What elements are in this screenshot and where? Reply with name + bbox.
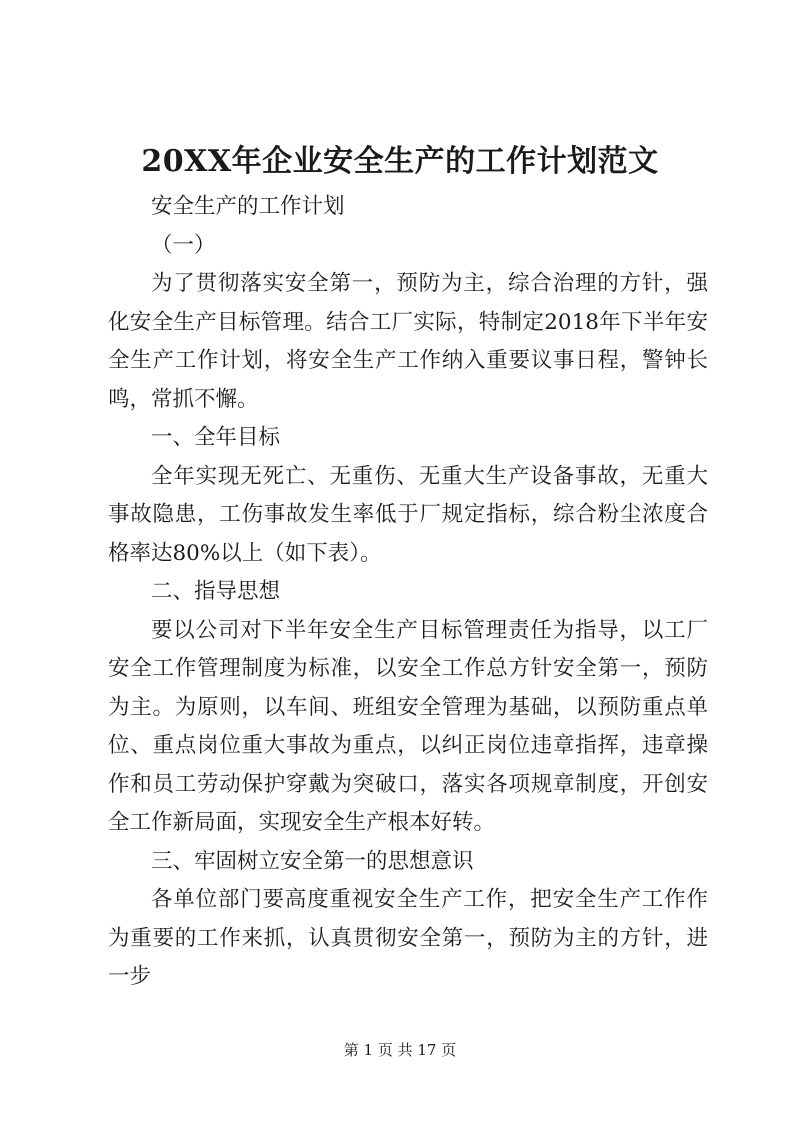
- paragraph-subtitle: 安全生产的工作计划: [151, 194, 345, 219]
- paragraph-annual-goals: 全年实现无死亡、无重伤、无重大生产设备事故，无重大事故隐患，工伤事故发生率低于厂规定指标，综合粉尘浓度合格率达80%以上（如下表）。: [108, 463, 708, 566]
- paragraph-section-number: （一）: [151, 232, 216, 258]
- document-title: 20XX年企业安全生产的工作计划范文: [141, 144, 659, 179]
- paragraph-safety-awareness: 各单位部门要高度重视安全生产工作，把安全生产工作作为重要的工作来抓，认真贯彻安全第一，预防为主的方针，进一步: [108, 887, 708, 989]
- section-heading-annual-goals: 一、全年目标: [151, 425, 281, 450]
- paragraph-guiding-ideology: 要以公司对下半年安全生产目标管理责任为指导，以工厂安全工作管理制度为标准，以安全工作总方针安全第一，预防为主。为原则，以车间、班组安全管理为基础，以预防重点单位、重点岗位重大事故为重点，以纠正岗位违章指挥，违章操作和员工劳动保护穿戴为突破口，落实各项规章制度，开创安全工作新局面，实现安全生产根本好转。: [108, 617, 708, 835]
- paragraph-intro: 为了贯彻落实安全第一，预防为主，综合治理的方针，强化安全生产目标管理。结合工厂实际，特制定2018年下半年安全生产工作计划，将安全生产工作纳入重要议事日程，警钟长鸣，常抓不懈。: [108, 271, 708, 412]
- page-number-footer: 第 1 页 共 17 页: [343, 1041, 457, 1059]
- section-heading-guiding-ideology: 二、指导思想: [151, 579, 281, 604]
- section-heading-safety-awareness: 三、牢固树立安全第一的思想意识: [151, 848, 474, 874]
- document-body: [108, 188, 708, 997]
